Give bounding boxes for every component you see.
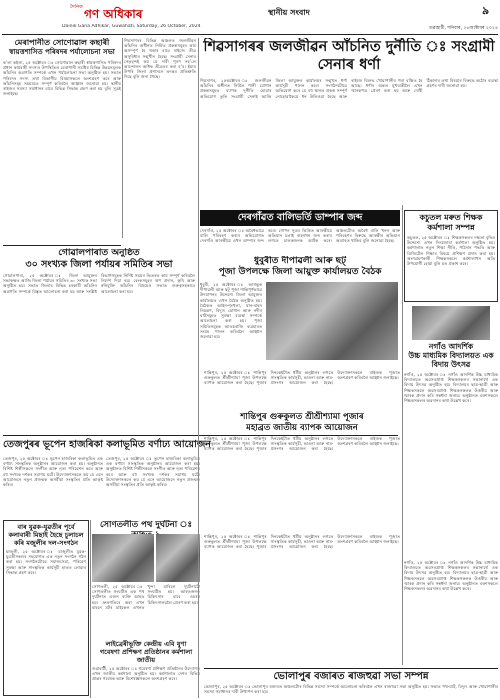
photo-nagaon: [412, 306, 490, 340]
article-merapani: [3, 38, 121, 243]
body-goalpara: গোৱালপাৰা, ২৫ অক্টোবৰ ঃ জিলা আয়ুক্তৰ সভাকক্ষত আজি জিলা পৰ্যায়ৰ সমিতিৰ ৩০ সংখ্যক সভা অনুষ্ঠিত হয়। সভাত জিলাৰ বিভিন্ন চৰকাৰী আঁচনিৰ অগ্ৰগতি সম্পৰ্কে বিস্তৃত আলোচনা কৰা হয় আৰু সংশ্লিষ্ট বিভাগসমূহক নিৰ্দিষ্ট সময়ৰ ভিতৰত কাম সম্পূৰ্ণ কৰিবলৈ নিৰ্দেশ দিয়া হয়। বেংকসমূহৰ ঋণ প্ৰদান, কৃষি আৰু স্বনিযুক্তি আঁচনিৰ বিষয়েও সভাত গুৰুত্বসহকাৰে আলোচনা কৰা হয়।: [3, 273, 195, 294]
headline-dhubri-2: পূজা উপলক্ষে জিলা আয়ুক্ত কাৰ্যালয়ত বৈঠক: [218, 267, 382, 277]
headline-merapani-2: স্বায়ত্তশাসিত পৰিষদৰ পৰ্যালোচনা সভা: [9, 48, 115, 56]
brand-main: গণ অধিকাৰ: [84, 7, 143, 21]
body-nagaon: নগাঁও, ২৫ অক্টোবৰ ঃ নগাঁও আদৰ্শিক উচ্চ মাধ্যমিক বিদ্যালয়ত অৱসৰপ্ৰাপ্ত শিক্ষকসকলৰ সন্মানাৰ্থে এক বিদায় উৎসৱ অনুষ্ঠিত হয়। বিদ্যালয়ৰ ছাত্ৰ-ছাত্ৰী আৰু শিক্ষকসকলে অৱসৰপ্ৰাপ্ত শিক্ষকসকলক উত্তৰীয় আৰু স্মাৰক প্ৰদান কৰি সম্বৰ্ধনা জনায়। অনুষ্ঠানত বক্তাসকলে শিক্ষকসকলৰ অৱদানৰ কথা উল্লেখ কৰে।: [404, 372, 498, 404]
headline-shantipur-1: শান্তিপুৰ গুৰুকুলত শ্ৰীশ্ৰীশ্যামা পূজাৰ: [240, 412, 364, 422]
photo-accident-2: [156, 534, 200, 582]
col-sep-3: [402, 205, 403, 665]
page-number: ৯: [482, 4, 490, 16]
body-right-lower: নগাঁও, ২৫ অক্টোবৰ ঃ নগাঁও আদৰ্শিক উচ্চ মাধ্যমিক বিদ্যালয়ত অৱসৰপ্ৰাপ্ত শিক্ষকসকলৰ সন্মানাৰ্থে এক বিদায় উৎসৱ অনুষ্ঠিত হয়। বিদ্যালয়ৰ ছাত্ৰ-ছাত্ৰী আৰু শিক্ষকসকলে অৱসৰপ্ৰাপ্ত শিক্ষকসকলক উত্তৰীয় আৰু স্মাৰক প্ৰদান কৰি সম্বৰ্ধনা জনায়। অনুষ্ঠানত বক্তাসকলে শিক্ষকসকলৰ অৱদানৰ কথা উল্লেখ কৰে।: [404, 560, 498, 592]
banner-dergaon: [200, 210, 400, 226]
body-middle-lower: শান্তিপুৰ, ২৫ অক্টোবৰ ঃ শান্তিপুৰ গুৰুকুলত শ্ৰীশ্ৰীশ্যামা পূজা উপলক্ষে ব্যাপক আয়োজন কৰা হৈছে। পূজাৰ দিনকেইটাত ধৰ্মীয় অনুষ্ঠানৰ লগতে সাংস্কৃতিক কাৰ্যসূচী, ভাওনা আৰু নাম-প্ৰসংগৰ আয়োজন কৰা হৈছে। উদ্যোক্তাসকলে ৰাইজক পূজাত অংশগ্ৰহণ কৰিবলৈ আহ্বান জনাইছে।: [204, 534, 400, 550]
headline-goalpara-1: গোৱালপাৰাত অনুষ্ঠিত: [58, 248, 140, 258]
col-sep-2: [198, 38, 199, 698]
masthead-logo: [70, 4, 158, 22]
body-dhubri: ধুবুৰী, ২৫ অক্টোবৰ ঃ আগন্তুক দীপাৱলী আৰু ছট্ পূজা শান্তিপূৰ্ণভাৱে উদযাপনৰ উদ্দেশ্যে জিলা আয়ুক্তৰ কাৰ্যালয়ত এখন বৈঠক অনুষ্ঠিত হয়। বৈঠকত আইন-শৃংখলা, যান-বাহন নিয়ন্ত্ৰণ, বিদ্যুৎ যোগান আৰু নদীৰ ঘাটসমূহত সুৰক্ষা ব্যৱস্থা সম্পৰ্কে আলোচনা কৰা হয়। পূজা সমিতিসমূহক আতচবাজি ব্যৱহাৰত সংযম পালন কৰিবলৈ আহ্বান জনোৱা হয়।: [200, 282, 262, 340]
headline-kasutal: কচুতল মৰুত শিক্ষক কৰ্মশালা সম্পন্ন: [419, 213, 483, 232]
article-nagaon: [404, 306, 498, 556]
masthead-rule: [2, 34, 498, 35]
body-kasutal: কচুতল, ২৫ অক্টোবৰ ঃ শিক্ষকসকলৰ দক্ষতা বৃদ্ধিৰ উদ্দেশ্যে এখন দিনজোৰা কৰ্মশালা অনুষ্ঠিত হয়। কৰ্মশালাত নতুন শিক্ষা নীতি, পাঠদান পদ্ধতি আৰু ডিজিটেল শিক্ষাৰ বিষয়ে প্ৰশিক্ষণ প্ৰদান কৰা হয়। অংশগ্ৰহণকাৰী শিক্ষকসকলে কৰ্মশালাখন অতি উপযোগী হোৱা বুলি মত প্ৰকাশ কৰে।: [407, 235, 495, 267]
photo-dhubri-meeting: [266, 282, 398, 360]
headline-shantipur-2: মহাব্ৰত জাতীয় ব্যাপক আয়োজন: [246, 423, 358, 433]
article-goalpara: [3, 248, 195, 433]
col-sep-1: [122, 38, 123, 238]
article-sivasagar: [200, 38, 498, 198]
headline-majuli-2: কলাবাৰী মিছাই হৈছে চুলাচল কৰি মজুলীৰ দল-সংগঠন: [8, 531, 84, 547]
headline-majuli-1: বাৰ যুৱক-যুৱতীৰ পূৰ্বে: [17, 523, 75, 531]
divider-a3: [3, 245, 121, 246]
headline-nagaon-2: উচ্চ মাধ্যমিক বিদ্যালয়ত এক বিদায় উৎসৱ: [408, 351, 494, 369]
article-library: [92, 640, 200, 698]
body-sivasagar: শিৱসাগৰ, ২৫অক্টোবৰ ঃ জলজীৱন আঁচনিৰ অধীনত নিৰ্মিত পানী যোগান প্ৰকল্পসমূহত ব্যাপক দুৰ্নীতি হোৱাৰ অভিযোগ তুলি সংগ্ৰামী সেনাই আজি জিলা আয়ুক্তৰ কাৰ্যালয়ৰ সন্মুখত ধৰ্ণা কাৰ্যসূচী পালন কৰে। সংগঠনটোৱে অভিযোগ কৰে যে বহু স্থানত প্ৰকল্প সম্পূৰ্ণ নোহোৱাকৈয়ে ধন উলিওৱা হৈছে আৰু ৰাইজে বিশুদ্ধ খোৱাপানীৰ পৰা বঞ্চিত হৈ আছে। ধৰ্ণাৰ অন্তত মুখ্যমন্ত্ৰীলৈ এখন স্মাৰকপত্ৰ প্ৰেৰণ কৰা হয় আৰু দোষী ঠিকাদাৰ তথা বিষয়াৰ বিৰুদ্ধে কঠোৰ ব্যৱস্থা গ্ৰহণৰ দাবী জনোৱা হয়।: [200, 78, 498, 99]
photo-accident-1: [92, 534, 154, 582]
body-merapani: ক’লা কইলা, ২৫ অক্টোবৰ ঃ সোণোৱাল কছাৰী স্বায়ত্তশাসিত পৰিষদৰ প্ৰধান কাৰ্যবাহী সদস্যৰ উপস্থিতিত মেৰাপানী সমষ্টিৰ বিভিন্ন উন্নয়নমূলক আঁচনিৰ অগ্ৰগতি সম্পৰ্কে এখন পৰ্যালোচনা সভা অনুষ্ঠিত হয়। সভাত পৰিষদৰ সদস্য তথা বিভাগীয় বিষয়াসকলে অংশগ্ৰহণ কৰে আৰু আঁচনিসমূহ সময়মতে সম্পূৰ্ণ কৰিবলৈ আহ্বান জনোৱা হয়। স্থানীয় ৰাইজৰ সমস্যা সমাধানৰ বাবে বিভিন্ন সিদ্ধান্ত গ্ৰহণ কৰা হয় বুলি সূত্ৰই জনাইছে।: [3, 60, 121, 97]
masthead: [0, 0, 500, 36]
headline-bholapur: ভোলাপুৰ বজাৰত ৰাজহুৱা সভা সম্পন্ন: [273, 671, 429, 682]
headline-sivasagar: শিৱসাগৰৰ জলজীৱন আঁচনিত দুৰ্নীতি ঃ সংগ্ৰামী সেনাৰ ধৰ্ণা: [203, 39, 495, 73]
dateline-en: Dainik Gana Adhikar, Guwahati, Saturday, 26 October, 2024: [62, 24, 201, 29]
body-tezpur: তেজপুৰ, ২৫ অক্টোবৰ ঃ ভূপেন হাজৰিকা কলাভূমিত এক বৰ্ণাঢ্য সাংস্কৃতিক অনুষ্ঠানৰ আয়োজন কৰা হয়। অনুষ্ঠানত বিশিষ্ট শিল্পীসকলে সংগীত আৰু নৃত্য পৰিৱেশন কৰে আৰু বহু সংখ্যক দৰ্শকৰ সমাগম ঘটে। উদ্যোক্তাসকলে কয় যে এনে আয়োজনে নতুন প্ৰজন্মক অসমীয়া সংস্কৃতিৰ প্ৰতি আকৃষ্ট কৰিব।: [3, 456, 103, 488]
section-title: স্থানীয় সংবাদ: [268, 8, 310, 17]
body-merapani-cont: শিৱসাগৰৰ বিভিন্ন অঞ্চলত জলজীৱন আঁচনিৰ অধীনত নিৰ্মিত প্ৰকল্পসমূহৰ কাম অসম্পূৰ্ণ হৈ থকাৰ বাবে ৰাইজে তীব্ৰ অসুবিধাৰ সন্মুখীন হৈছে। সংগ্ৰামী সেনাৰ নেতৃবৃন্দই কয় যে দাবী পূৰণ নহ’লে আন্দোলন অধিক তীব্ৰতৰ কৰা হ’ব। ইয়াৰ উপৰি জিলা প্ৰশাসনে তদন্তৰ প্ৰতিশ্ৰুতি দিছে বুলি জনা গৈছে।: [124, 38, 196, 80]
body-library: গুৱাহাটী, ২৫ অক্টোবৰ ঃ গবেষণা প্ৰশিক্ষণ প্ৰতিষ্ঠানৰ উদ্যোগত এখন জাতীয় কৰ্মশালা অনুষ্ঠিত হয়। কৰ্মশালাত দেশৰ বিভিন্ন প্ৰান্তৰ গবেষক আৰু বিশেষজ্ঞসকলে অংশগ্ৰহণ কৰে।: [92, 666, 200, 682]
headline-library-2: গবেষণা প্ৰশিক্ষণ প্ৰতিষ্ঠানৰ কৰ্মশালা জাতীয়: [99, 648, 193, 664]
headline-goalpara-2: ৩০ সংখ্যক জিলা পৰ্যায়ৰ সমিতিৰ সভা: [25, 259, 173, 270]
article-bholapur: [204, 670, 498, 698]
body-dergaon: দেৰগাঁও, ২৫ অক্টোবৰ ঃ অবৈধভাৱে বালি পৰিবহণ কৰাৰ অভিযোগত দেৰগাঁও আৰক্ষীয়ে এখন ডাম্পাৰ জব্দ কৰে। গোপন সূত্ৰৰ ভিত্তিত আৰক্ষীয়ে অভিযান চলাই বাহনখন জব্দ কৰাৰ লগতে চালকজনক আটক কৰে। অঞ্চলটোত অবৈধ বালি খনন আৰু পৰিবহণৰ বিৰুদ্ধে আৰক্ষীৰ অভিযান অব্যাহত থাকিব বুলি জনোৱা হৈছে।: [200, 228, 400, 244]
article-majuli: [3, 520, 89, 696]
body-sonatoli: সোণতলী, ২৫ অক্টোবৰ ঃ সোণতলীত সংঘটিত এক পথ দুৰ্ঘটনাত এজন ব্যক্তি আহত হয়। দ্ৰুতগতিৰে অহা এখন বাহনে মটৰ চাইকেল এখনত খুন্দা মাৰিলে দুৰ্ঘটনাটো সংঘটিত হয়। আহতজনক চিকিৎসাৰ বাবে ওচৰৰ চিকিৎসালয়লৈ প্ৰেৰণ কৰা হয়।: [92, 584, 200, 610]
body-shantipur: শান্তিপুৰ, ২৫ অক্টোবৰ ঃ শান্তিপুৰ গুৰুকুলত শ্ৰীশ্ৰীশ্যামা পূজা উপলক্ষে ব্যাপক আয়োজন কৰা হৈছে। পূজাৰ দিনকেইটাত ধৰ্মীয় অনুষ্ঠানৰ লগতে সাংস্কৃতিক কাৰ্যসূচী, ভাওনা আৰু নাম-প্ৰসংগৰ আয়োজন কৰা হৈছে। উদ্যোক্তাসকলে ৰাইজক পূজাত অংশগ্ৰহণ কৰিবলৈ আহ্বান জনাইছে।: [204, 436, 400, 452]
headline-dergaon: দেৰগাঁৱত বালিভৰ্তি ডাম্পাৰ জব্দ: [237, 212, 363, 223]
article-kasutal: [404, 210, 498, 302]
headline-tezpur: তেজপুৰৰ ভূপেন হাজৰিকা কলাভূমিত বৰ্ণাঢ্য আয়োজন: [3, 439, 211, 450]
headline-merapani-1: মেৰাপানীত সোণোৱাল কছাৰী: [14, 38, 110, 47]
headline-sonatoli: সোণতলীত পথ দুৰ্ঘটনা ঃ: [99, 520, 193, 530]
col-sep-4: [90, 520, 91, 698]
headline-library-1: লাইব্ৰেৰীভূক্তি কেন্দ্ৰীয় এবি যুণা: [105, 640, 187, 648]
brand-small: দৈনিক: [70, 4, 83, 10]
body-majuli: মাজুলী, ২৫ অক্টোবৰ ঃ মাজুলীত যুৱক-যুৱতীসকলৰ সহযোগত এক নতুন সংগঠন গঠন কৰা হয়। সংগঠনটোৱে সমাজসেৱা, পৰিৱেশ সুৰক্ষা আৰু সাংস্কৃতিক কাৰ্যসূচী হাতত লোৱাৰ সিদ্ধান্ত গ্ৰহণ কৰে।: [6, 549, 86, 575]
article-shantipur: [204, 370, 400, 530]
body-tezpur-cont: তেজপুৰ, ২৫ অক্টোবৰ ঃ ভূপেন হাজৰিকা কলাভূমিত এক বৰ্ণাঢ্য সাংস্কৃতিক অনুষ্ঠানৰ আয়োজন কৰা হয়। অনুষ্ঠানত বিশিষ্ট শিল্পীসকলে সংগীত আৰু নৃত্য পৰিৱেশন কৰে আৰু বহু সংখ্যক দৰ্শকৰ সমাগম ঘটে। উদ্যোক্তাসকলে কয় যে এনে আয়োজনে নতুন প্ৰজন্মক অসমীয়া সংস্কৃতিৰ প্ৰতি আকৃষ্ট কৰিব।: [106, 456, 200, 488]
headline-dhubri-1: ধুবুৰীত দীপাৱলী আৰু ছট্: [253, 256, 347, 266]
body-shantipur-top: শান্তিপুৰ, ২৫ অক্টোবৰ ঃ শান্তিপুৰ গুৰুকুলত শ্ৰীশ্ৰীশ্যামা পূজা উপলক্ষে ব্যাপক আয়োজন কৰা হৈছে। পূজাৰ দিনকেইটাত ধৰ্মীয় অনুষ্ঠানৰ লগতে সাংস্কৃতিক কাৰ্যসূচী, ভাওনা আৰু নাম-প্ৰসংগৰ আয়োজন কৰা হৈছে। উদ্যোক্তাসকলে ৰাইজক পূজাত অংশগ্ৰহণ কৰিবলৈ আহ্বান জনাইছে।: [204, 370, 400, 386]
divider-a13: [204, 668, 498, 669]
dateline-as: গুৱাহাটী, শনিবাৰ, ২৬অক্টোবৰ ২০২৪: [428, 26, 498, 31]
body-bholapur: ভোলাপুৰ, ২৫ অক্টোবৰ ঃ ভোলাপুৰ বজাৰত অঞ্চলটোৰ বিভিন্ন সমস্যা সম্পৰ্কে আলোচনা কৰিবলৈ এখন ৰাজহুৱা সভা অনুষ্ঠিত হয়। সভাত পথ-ঘাট, বিদ্যুৎ আৰু খোৱাপানীৰ সমস্যা সমাধানৰ দাবী উত্থাপন কৰা হয়।: [204, 684, 498, 695]
headline-nagaon-1: নগাঁও আদৰ্শিক: [428, 342, 474, 351]
